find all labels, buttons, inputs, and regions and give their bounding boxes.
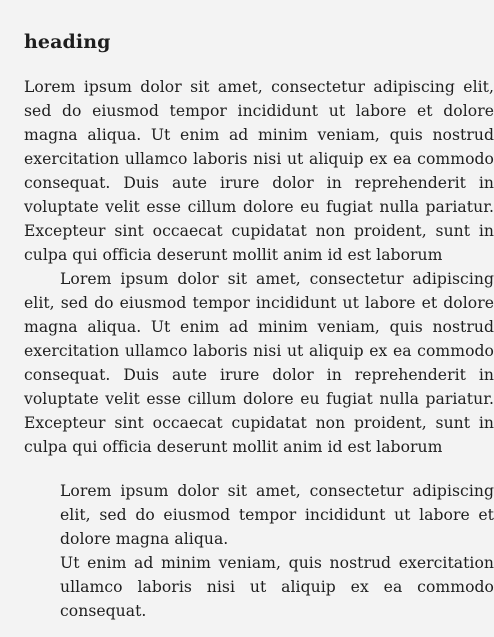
page-heading: heading xyxy=(24,31,111,53)
blockquote xyxy=(60,479,494,623)
blockquote-paragraph-2: Ut enim ad minim veniam, quis nostrud exercitation ullamco laboris nisi ut aliquip ex ea commodo consequat. xyxy=(60,554,494,620)
blockquote-paragraph-1: Lorem ipsum dolor sit amet, consectetur adipiscing elit, sed do eiusmod tempor incididunt ut labore et dolore magna aliqua. xyxy=(60,482,494,548)
document-body xyxy=(24,0,494,623)
paragraph-1: Lorem ipsum dolor sit amet, consectetur adipiscing elit, sed do eiusmod tempor incididunt ut labore et dolore magna aliqua. Ut enim ad minim veniam, quis nostrud exercitation ullamco laboris nisi ut aliquip ex ea commodo consequat. Duis aute irure dolor in reprehenderit in voluptate velit esse cillum dolore eu fugiat nulla pariatur. Excepteur sint occaecat cupidatat non proident, sunt in culpa qui officia deserunt mollit anim id est laborum xyxy=(24,78,494,264)
paragraph-2: Lorem ipsum dolor sit amet, consectetur adipiscing elit, sed do eiusmod tempor incididunt ut labore et dolore magna aliqua. Ut enim ad minim veniam, quis nostrud exercitation ullamco laboris nisi ut aliquip ex ea commodo consequat. Duis aute irure dolor in reprehenderit in voluptate velit esse cillum dolore eu fugiat nulla pariatur. Excepteur sint occaecat cupidatat non proident, sunt in culpa qui officia deserunt mollit anim id est laborum xyxy=(24,270,494,456)
